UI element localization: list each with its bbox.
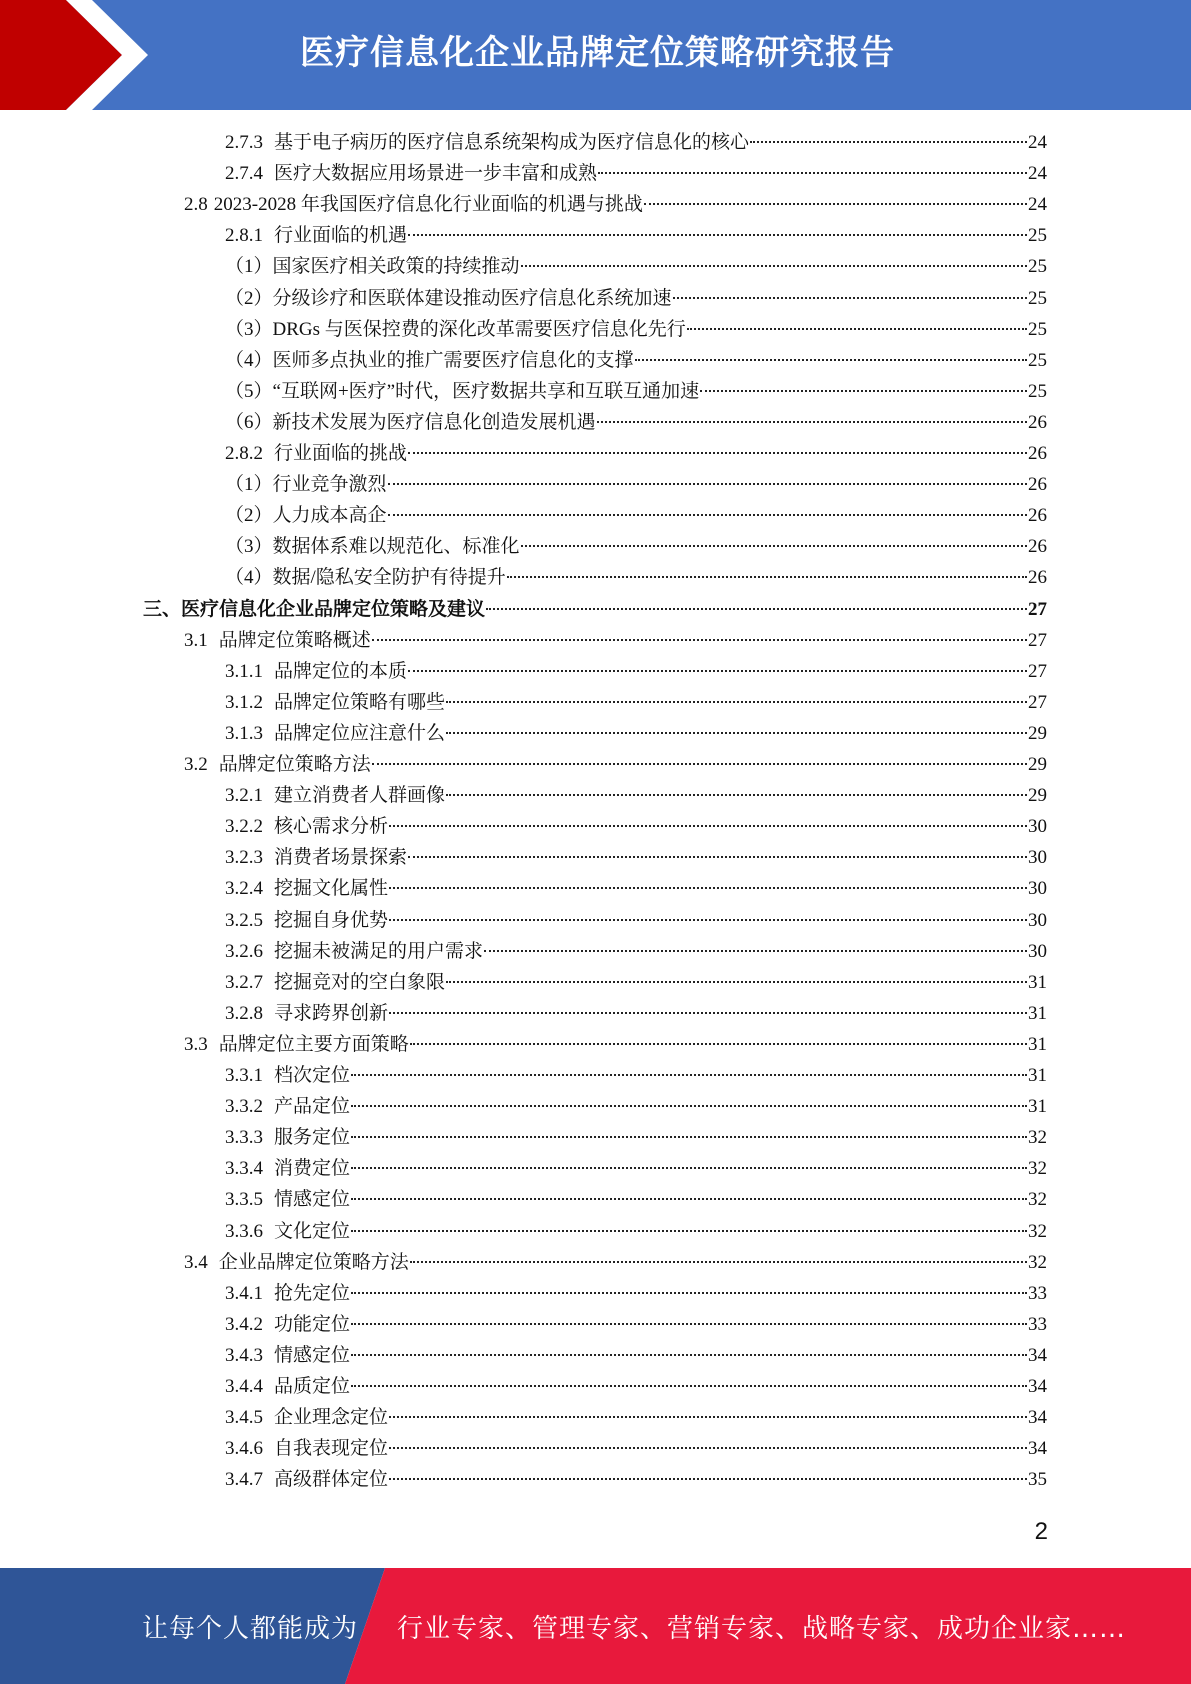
toc-entry-title: 核心需求分析 xyxy=(274,816,389,837)
toc-entry-number: 3.2.8 xyxy=(225,1003,263,1024)
page-header xyxy=(0,0,1191,110)
toc-entry[interactable] xyxy=(184,625,1047,656)
toc-entry-number: 3.2.6 xyxy=(225,941,263,962)
toc-entry-title: 数据/隐私安全防护有待提升 xyxy=(272,567,506,588)
toc-entry-page: 32 xyxy=(1028,1252,1047,1273)
toc-entry-title: 挖掘文化属性 xyxy=(274,878,389,899)
toc-entry[interactable] xyxy=(225,1340,1047,1371)
toc-entry-number: 3.4.5 xyxy=(225,1407,263,1428)
toc-entry-title: 挖掘自身优势 xyxy=(274,910,389,931)
toc-dot-leader xyxy=(446,794,1027,796)
footer-slogan-left: 让每个人都能成为 xyxy=(142,1614,359,1644)
toc-dot-leader xyxy=(408,234,1027,236)
toc-dot-leader xyxy=(351,1230,1027,1232)
toc-entry-title: 品牌定位主要方面策略 xyxy=(218,1034,409,1055)
toc-entry-title: “互联网+医疗”时代，医疗数据共享和互联互通加速 xyxy=(272,381,700,402)
toc-entry-title: 行业面临的挑战 xyxy=(274,443,408,464)
toc-entry-number: 3.2.4 xyxy=(225,878,263,899)
footer-slogan-right: 行业专家、管理专家、营销专家、战略专家、成功企业家…… xyxy=(397,1614,1127,1644)
toc-entry-page: 30 xyxy=(1028,878,1047,899)
toc-entry-number: 2.8 xyxy=(184,194,208,215)
toc-entry[interactable] xyxy=(225,127,1047,158)
toc-dot-leader xyxy=(521,545,1027,547)
toc-entry-number: 3.2.7 xyxy=(225,972,263,993)
toc-entry-title: 医师多点执业的推广需要医疗信息化的支撑 xyxy=(272,350,634,371)
toc-entry[interactable] xyxy=(143,594,1047,625)
toc-entry-number: 3.4.7 xyxy=(225,1469,263,1490)
toc-entry-number: 3.3.2 xyxy=(225,1096,263,1117)
toc-entry-number: 2.7.3 xyxy=(225,132,263,153)
toc-entry-page: 31 xyxy=(1028,1034,1047,1055)
toc-entry-number: （2） xyxy=(225,505,273,526)
toc-entry-page: 35 xyxy=(1028,1469,1047,1490)
toc-entry[interactable] xyxy=(184,749,1047,780)
toc-entry[interactable] xyxy=(225,1371,1047,1402)
toc-entry-page: 34 xyxy=(1028,1345,1047,1366)
toc-entry[interactable] xyxy=(225,687,1047,718)
toc-entry-page: 32 xyxy=(1028,1158,1047,1179)
toc-entry-number: 3.2.1 xyxy=(225,785,263,806)
toc-entry[interactable] xyxy=(225,1216,1047,1247)
toc-entry-page: 30 xyxy=(1028,816,1047,837)
toc-entry[interactable] xyxy=(225,905,1047,936)
toc-entry-title: 品质定位 xyxy=(274,1376,351,1397)
toc-entry[interactable] xyxy=(225,251,1047,282)
toc-entry-title: 建立消费者人群画像 xyxy=(274,785,446,806)
toc-entry[interactable] xyxy=(225,500,1047,531)
toc-entry-title: 基于电子病历的医疗信息系统架构成为医疗信息化的核心 xyxy=(274,132,750,153)
toc-entry-title: 医疗信息化企业品牌定位策略及建议 xyxy=(181,599,486,620)
toc-entry-page: 27 xyxy=(1028,661,1047,682)
toc-entry-page: 30 xyxy=(1028,941,1047,962)
toc-dot-leader xyxy=(408,856,1027,858)
document-title: 医疗信息化企业品牌定位策略研究报告 xyxy=(300,33,895,73)
toc-entry[interactable] xyxy=(225,1433,1047,1464)
toc-entry-title: 自我表现定位 xyxy=(274,1438,389,1459)
toc-dot-leader xyxy=(351,1323,1027,1325)
toc-dot-leader xyxy=(372,763,1027,765)
toc-dot-leader xyxy=(389,919,1027,921)
toc-entry-number: 3.2 xyxy=(184,754,208,775)
toc-entry-number: （2） xyxy=(225,288,273,309)
toc-entry-title: 情感定位 xyxy=(274,1189,351,1210)
toc-dot-leader xyxy=(484,950,1027,952)
toc-entry-number: （5） xyxy=(225,381,273,402)
toc-entry-page: 29 xyxy=(1028,723,1047,744)
toc-entry[interactable] xyxy=(225,1122,1047,1153)
toc-entry-page: 29 xyxy=(1028,754,1047,775)
toc-dot-leader xyxy=(750,141,1027,143)
toc-entry[interactable] xyxy=(225,531,1047,562)
toc-entry[interactable] xyxy=(225,1153,1047,1184)
toc-entry-number: 3.1.3 xyxy=(225,723,263,744)
toc-entry[interactable] xyxy=(225,1091,1047,1122)
toc-entry-number: 3.3.4 xyxy=(225,1158,263,1179)
toc-dot-leader xyxy=(507,576,1027,578)
toc-dot-leader xyxy=(446,981,1027,983)
toc-dot-leader xyxy=(521,265,1027,267)
toc-dot-leader xyxy=(700,390,1027,392)
toc-entry-page: 24 xyxy=(1028,163,1047,184)
toc-entry[interactable] xyxy=(225,1402,1047,1433)
toc-dot-leader xyxy=(372,639,1027,641)
toc-entry[interactable] xyxy=(225,469,1047,500)
toc-entry-number: 三、 xyxy=(143,599,182,620)
toc-entry-number: 3.4.3 xyxy=(225,1345,263,1366)
header-arrow-decoration xyxy=(0,0,160,110)
toc-entry[interactable] xyxy=(225,656,1047,687)
toc-entry-page: 31 xyxy=(1028,972,1047,993)
toc-entry[interactable] xyxy=(225,376,1047,407)
toc-entry-title: 品牌定位策略方法 xyxy=(218,754,371,775)
toc-dot-leader xyxy=(446,701,1027,703)
toc-dot-leader xyxy=(486,608,1027,610)
toc-entry-number: 3.1.2 xyxy=(225,692,263,713)
toc-entry-number: 3.2.5 xyxy=(225,910,263,931)
toc-entry-page: 31 xyxy=(1028,1065,1047,1086)
toc-entry-title: 品牌定位策略有哪些 xyxy=(274,692,446,713)
toc-entry-page: 30 xyxy=(1028,847,1047,868)
toc-entry-title: 档次定位 xyxy=(274,1065,351,1086)
toc-dot-leader xyxy=(351,1167,1027,1169)
toc-entry-page: 25 xyxy=(1028,381,1047,402)
toc-entry-number: （3） xyxy=(225,319,273,340)
toc-entry[interactable] xyxy=(225,780,1047,811)
toc-dot-leader xyxy=(446,732,1027,734)
toc-entry-page: 31 xyxy=(1028,1003,1047,1024)
toc-entry-page: 27 xyxy=(1028,630,1047,651)
toc-entry-number: （4） xyxy=(225,567,273,588)
toc-entry-number: 3.4.1 xyxy=(225,1283,263,1304)
toc-entry-number: （6） xyxy=(225,412,273,433)
toc-entry[interactable] xyxy=(184,1029,1047,1060)
toc-entry-page: 33 xyxy=(1028,1283,1047,1304)
toc-entry-number: （1） xyxy=(225,256,273,277)
toc-entry-number: （4） xyxy=(225,350,273,371)
toc-entry[interactable] xyxy=(225,1184,1047,1215)
toc-entry-number: 3.4 xyxy=(184,1252,208,1273)
toc-entry-page: 26 xyxy=(1028,474,1047,495)
toc-dot-leader xyxy=(351,1354,1027,1356)
toc-dot-leader xyxy=(687,328,1027,330)
toc-entry-title: 挖掘未被满足的用户需求 xyxy=(274,941,484,962)
toc-entry-page: 26 xyxy=(1028,567,1047,588)
toc-entry-page: 27 xyxy=(1028,599,1047,620)
toc-entry-number: 3.3.6 xyxy=(225,1221,263,1242)
toc-entry-page: 26 xyxy=(1028,505,1047,526)
toc-entry-page: 27 xyxy=(1028,692,1047,713)
toc-dot-leader xyxy=(351,1292,1027,1294)
toc-entry-page: 25 xyxy=(1028,319,1047,340)
toc-entry-page: 34 xyxy=(1028,1407,1047,1428)
page-footer xyxy=(0,1568,1191,1684)
toc-entry-title: 数据体系难以规范化、标准化 xyxy=(272,536,520,557)
toc-entry[interactable] xyxy=(225,345,1047,376)
toc-entry[interactable] xyxy=(225,998,1047,1029)
toc-entry-title: 品牌定位应注意什么 xyxy=(274,723,446,744)
toc-entry[interactable] xyxy=(184,189,1047,220)
toc-entry-page: 32 xyxy=(1028,1127,1047,1148)
toc-entry-page: 25 xyxy=(1028,350,1047,371)
toc-entry-number: 3.2.2 xyxy=(225,816,263,837)
toc-entry-title: 文化定位 xyxy=(274,1221,351,1242)
toc-entry-page: 25 xyxy=(1028,256,1047,277)
toc-entry[interactable] xyxy=(225,562,1047,593)
toc-entry-number: 3.4.6 xyxy=(225,1438,263,1459)
toc-entry-title: 情感定位 xyxy=(274,1345,351,1366)
toc-dot-leader xyxy=(351,1385,1027,1387)
toc-entry-number: 3.3.3 xyxy=(225,1127,263,1148)
toc-entry[interactable] xyxy=(225,438,1047,469)
toc-entry-number: 3.3.1 xyxy=(225,1065,263,1086)
toc-dot-leader xyxy=(388,514,1027,516)
toc-entry-title: 行业面临的机遇 xyxy=(274,225,408,246)
toc-entry-title: 行业竞争激烈 xyxy=(272,474,387,495)
toc-entry[interactable] xyxy=(225,811,1047,842)
toc-entry-title: 医疗大数据应用场景进一步丰富和成熟 xyxy=(274,163,598,184)
toc-entry-number: （1） xyxy=(225,474,273,495)
toc-entry-number: 3.1.1 xyxy=(225,661,263,682)
toc-entry-title: 消费定位 xyxy=(274,1158,351,1179)
toc-entry[interactable] xyxy=(184,1247,1047,1278)
toc-entry[interactable] xyxy=(225,283,1047,314)
toc-entry-title: 产品定位 xyxy=(274,1096,351,1117)
toc-entry-title: 功能定位 xyxy=(274,1314,351,1335)
toc-dot-leader xyxy=(389,1447,1027,1449)
toc-entry-title: 人力成本高企 xyxy=(272,505,387,526)
toc-entry-title: 高级群体定位 xyxy=(274,1469,389,1490)
toc-dot-leader xyxy=(389,887,1027,889)
toc-dot-leader xyxy=(408,670,1027,672)
toc-entry-page: 25 xyxy=(1028,288,1047,309)
toc-dot-leader xyxy=(389,825,1027,827)
toc-entry-number: 2.8.2 xyxy=(225,443,263,464)
toc-entry-page: 29 xyxy=(1028,785,1047,806)
toc-entry-number: 3.4.2 xyxy=(225,1314,263,1335)
toc-entry[interactable] xyxy=(225,842,1047,873)
toc-entry[interactable] xyxy=(225,873,1047,904)
toc-entry[interactable] xyxy=(225,1309,1047,1340)
toc-entry-page: 34 xyxy=(1028,1438,1047,1459)
toc-entry-number: 2.7.4 xyxy=(225,163,263,184)
toc-entry-title: 消费者场景探索 xyxy=(274,847,408,868)
toc-entry-title: 品牌定位的本质 xyxy=(274,661,408,682)
toc-entry-number: （3） xyxy=(225,536,273,557)
toc-entry-title: 新技术发展为医疗信息化创造发展机遇 xyxy=(272,412,596,433)
toc-dot-leader xyxy=(388,483,1027,485)
toc-dot-leader xyxy=(351,1074,1027,1076)
toc-entry-title: 2023-2028 年我国医疗信息化行业面临的机遇与挑战 xyxy=(213,194,643,215)
toc-entry-number: 2.8.1 xyxy=(225,225,263,246)
toc-entry-page: 26 xyxy=(1028,536,1047,557)
toc-entry-title: 品牌定位策略概述 xyxy=(218,630,371,651)
toc-entry[interactable] xyxy=(225,1464,1047,1495)
toc-entry-title: 抢先定位 xyxy=(274,1283,351,1304)
toc-dot-leader xyxy=(351,1198,1027,1200)
toc-dot-leader xyxy=(351,1105,1027,1107)
toc-entry-title: 企业品牌定位策略方法 xyxy=(218,1252,409,1273)
toc-entry[interactable] xyxy=(225,1278,1047,1309)
toc-entry-title: 服务定位 xyxy=(274,1127,351,1148)
toc-entry-page: 26 xyxy=(1028,443,1047,464)
toc-entry-page: 32 xyxy=(1028,1189,1047,1210)
toc-dot-leader xyxy=(408,452,1027,454)
toc-entry-page: 25 xyxy=(1028,225,1047,246)
toc-dot-leader xyxy=(597,421,1027,423)
toc-entry-title: 寻求跨界创新 xyxy=(274,1003,389,1024)
page-number: 2 xyxy=(1034,1518,1048,1545)
toc-entry[interactable] xyxy=(225,314,1047,345)
toc-entry-title: 分级诊疗和医联体建设推动医疗信息化系统加速 xyxy=(272,288,672,309)
toc-entry[interactable] xyxy=(225,936,1047,967)
toc-entry-title: 挖掘竞对的空白象限 xyxy=(274,972,446,993)
toc-entry-number: 3.3 xyxy=(184,1034,208,1055)
toc-entry-page: 24 xyxy=(1028,194,1047,215)
toc-dot-leader xyxy=(351,1136,1027,1138)
toc-entry[interactable] xyxy=(225,967,1047,998)
toc-entry[interactable] xyxy=(225,220,1047,251)
toc-entry-page: 24 xyxy=(1028,132,1047,153)
toc-entry-title: DRGs 与医保控费的深化改革需要医疗信息化先行 xyxy=(272,319,686,340)
toc-entry-page: 31 xyxy=(1028,1096,1047,1117)
toc-dot-leader xyxy=(673,297,1027,299)
toc-entry[interactable] xyxy=(225,1060,1047,1091)
toc-entry[interactable] xyxy=(225,158,1047,189)
toc-entry-title: 企业理念定位 xyxy=(274,1407,389,1428)
toc-dot-leader xyxy=(410,1043,1027,1045)
toc-entry[interactable] xyxy=(225,407,1047,438)
toc-entry-number: 3.4.4 xyxy=(225,1376,263,1397)
toc-entry-number: 3.1 xyxy=(184,630,208,651)
toc-dot-leader xyxy=(389,1416,1027,1418)
toc-entry-page: 30 xyxy=(1028,910,1047,931)
toc-entry-title: 国家医疗相关政策的持续推动 xyxy=(272,256,520,277)
toc-dot-leader xyxy=(598,172,1027,174)
toc-dot-leader xyxy=(410,1261,1027,1263)
toc-dot-leader xyxy=(389,1012,1027,1014)
toc-entry-page: 26 xyxy=(1028,412,1047,433)
toc-dot-leader xyxy=(644,203,1027,205)
toc-entry-page: 32 xyxy=(1028,1221,1047,1242)
toc-entry[interactable] xyxy=(225,718,1047,749)
toc-entry-number: 3.3.5 xyxy=(225,1189,263,1210)
toc-entry-page: 33 xyxy=(1028,1314,1047,1335)
toc-entry-page: 34 xyxy=(1028,1376,1047,1397)
toc-dot-leader xyxy=(635,359,1027,361)
toc-entry-number: 3.2.3 xyxy=(225,847,263,868)
toc-dot-leader xyxy=(389,1478,1027,1480)
